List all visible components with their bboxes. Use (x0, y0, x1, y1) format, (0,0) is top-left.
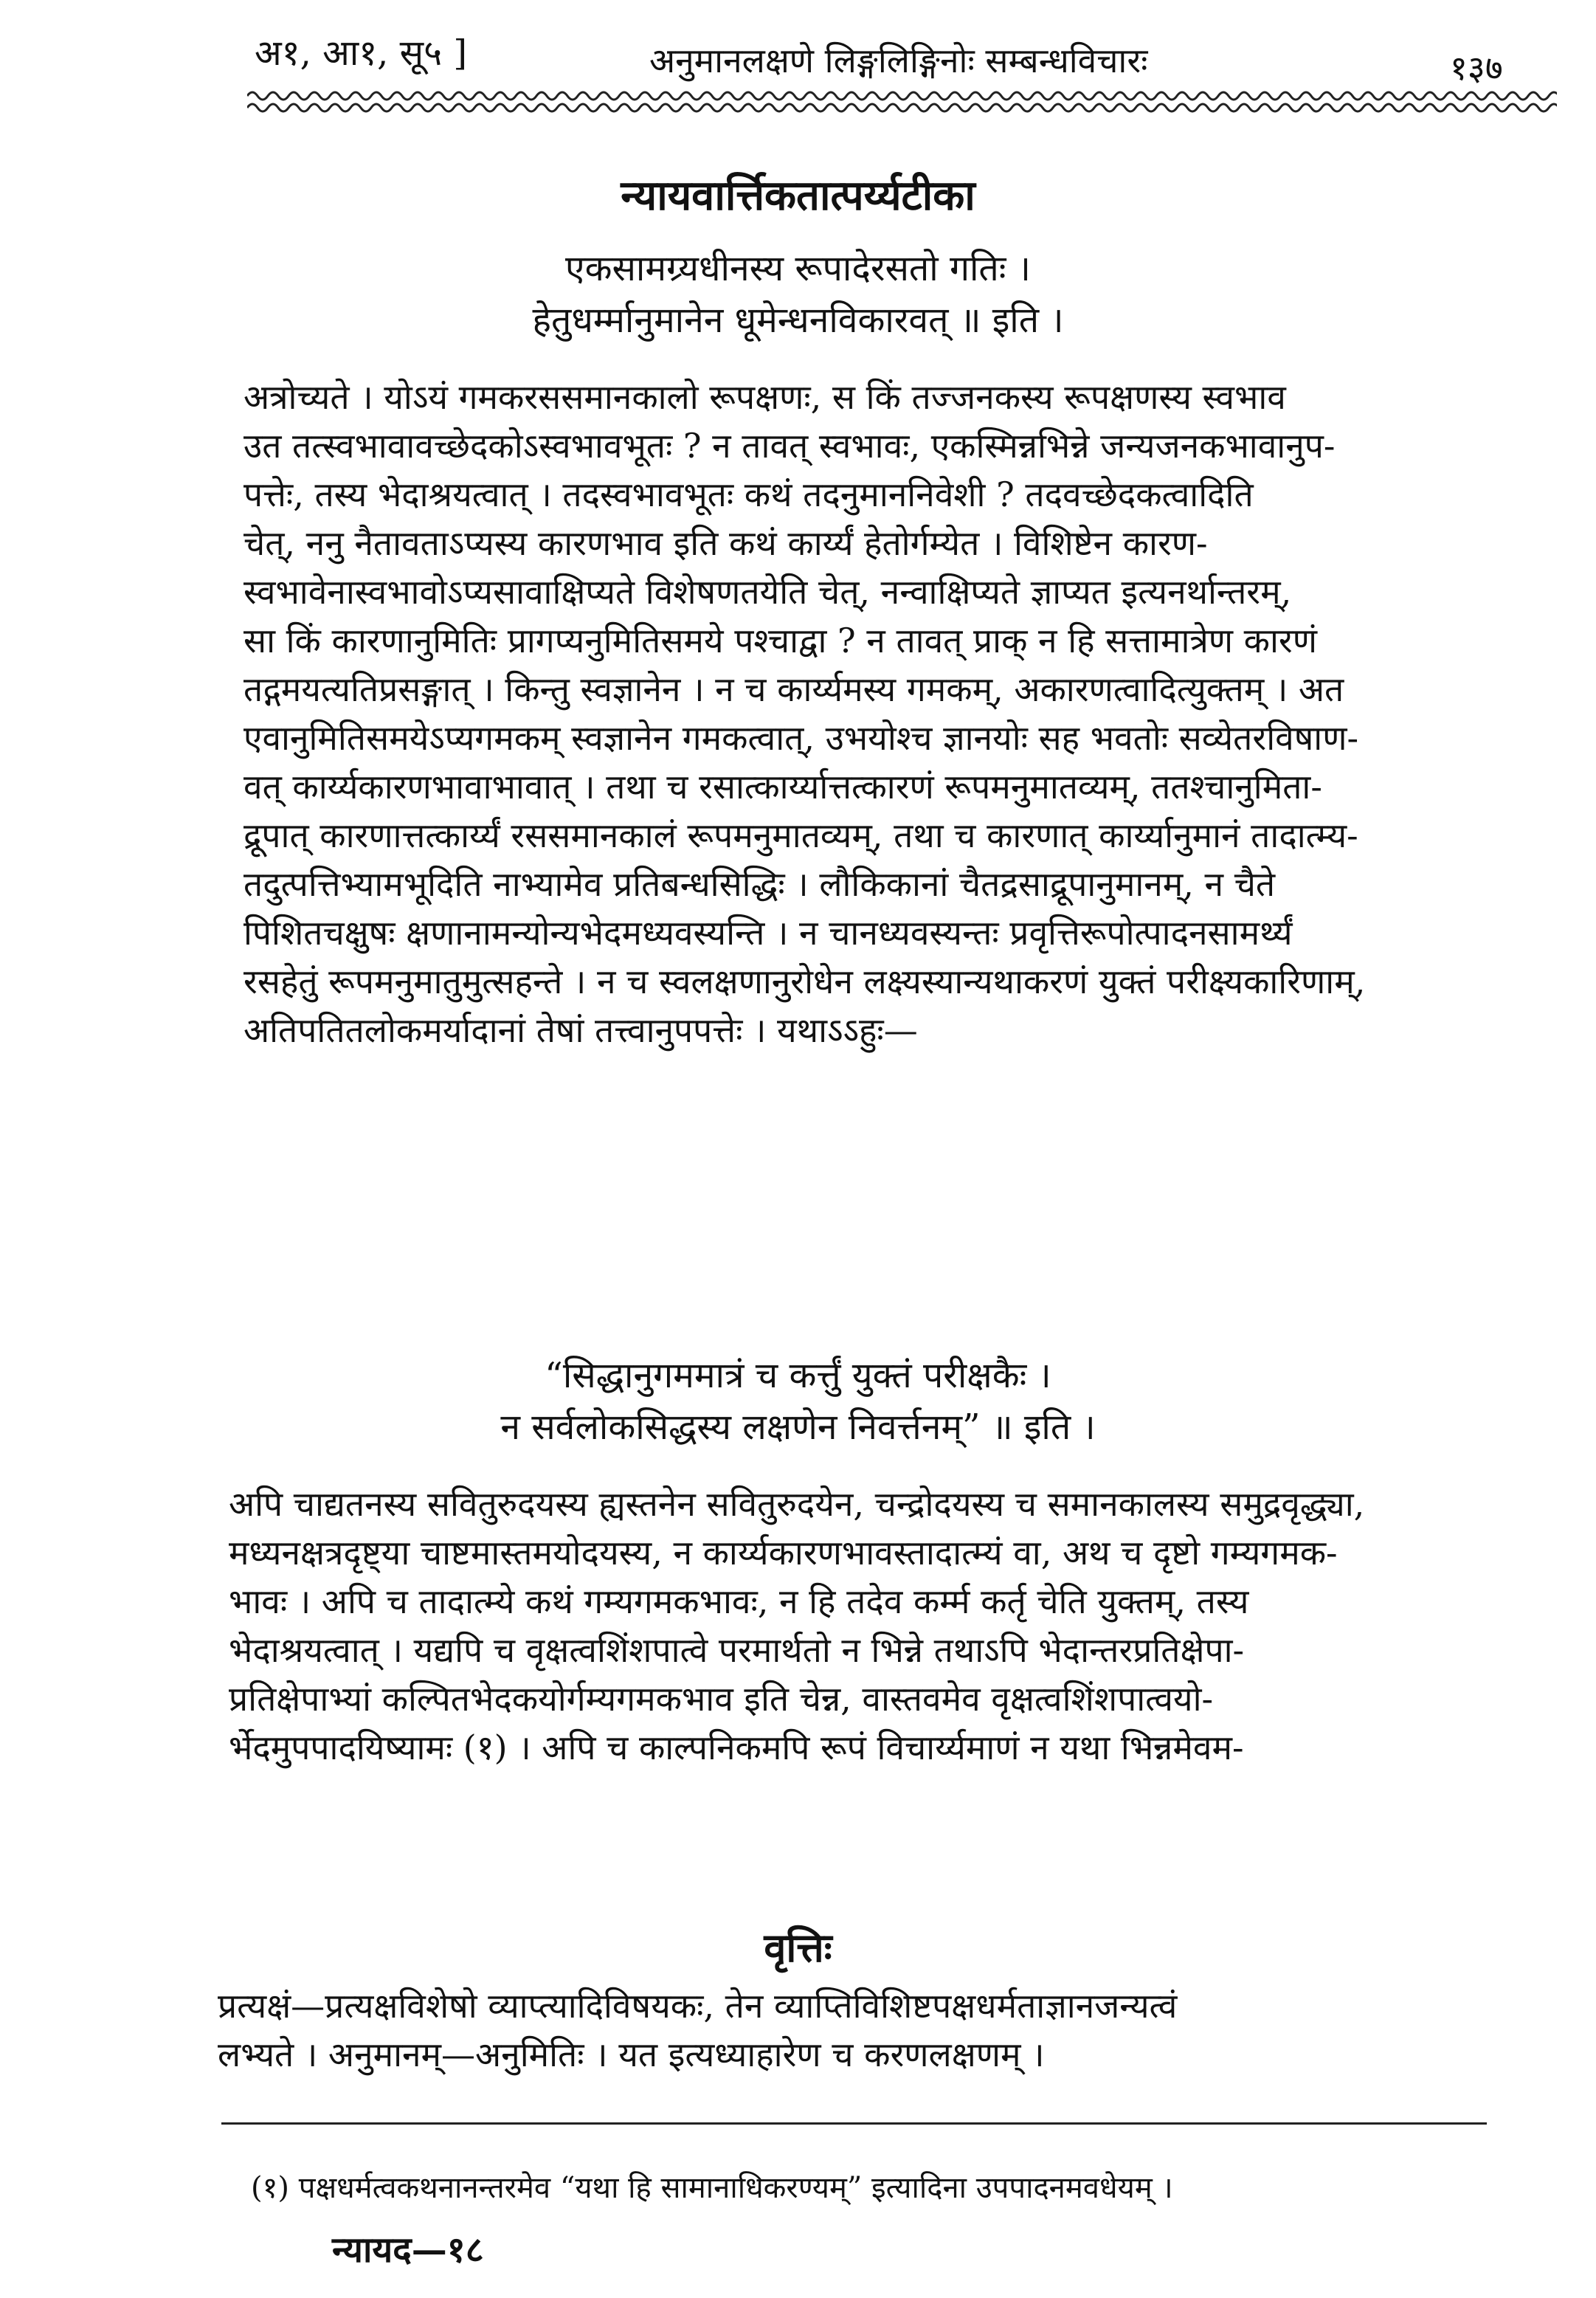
wavy-rule (247, 87, 1557, 117)
text-line: पिशितचक्षुषः क्षणानामन्योन्यभेदमध्यवस्यन्ति । न चानध्यवस्यन्तः प्रवृत्तिरूपोत्पादनसामर्थ्यं (243, 913, 1293, 953)
paragraph-2 (229, 1480, 1535, 1772)
text-line: वत् कार्य्यकारणभावाभावात् । तथा च रसात्कार्य्यात्तत्कारणं रूपमनुमातव्यम्, ततश्चानुमिता- (243, 767, 1322, 807)
vritti-paragraph (218, 1981, 1538, 2079)
text-line: प्रत्यक्षं—प्रत्यक्षविशेषो व्याप्त्यादिविषयकः, तेन व्याप्तिविशिष्टपक्षधर्मताज्ञानजन्यत्वं (218, 1986, 1178, 2026)
verse1-line1: एकसामग्र्यधीनस्य रूपादेरसतो गतिः । (565, 248, 1031, 289)
text-line: चेत्, ननु नैतावताऽप्यस्य कारणभाव इति कथं कार्य्यं हेतोर्गम्येत । विशिष्टेन कारण- (243, 523, 1208, 563)
text-line: लभ्यते । अनुमानम्—अनुमितिः । यत इत्यध्याहारेण च करणलक्षणम् । (218, 2035, 1045, 2074)
verse1-line2: हेतुधर्म्मानुमानेन धूमेन्धनविकारवत् ॥ इति । (532, 300, 1064, 341)
text-line: अपि चाद्यतनस्य सवितुरुदयस्य ह्यस्तनेन सवितुरुदयेन, चन्द्रोदयस्य च समानकालस्य समुद्रवृद्ध्या, (229, 1484, 1365, 1524)
text-line: सा किं कारणानुमितिः प्रागप्यनुमितिसमये पश्चाद्वा ? न तावत् प्राक् न हि सत्तामात्रेण कारणं (243, 621, 1317, 660)
running-title: अनुमानलक्षणे लिङ्गलिङ्गिनोः सम्बन्धविचारः (649, 41, 1148, 80)
text-line: द्रूपात् कारणात्तत्कार्य्यं रससमानकालं रूपमनुमातव्यम्, तथा च कारणात् कार्य्यानुमानं तादात्म्य- (243, 815, 1358, 855)
text-line: एवानुमितिसमयेऽप्यगमकम् स्वज्ञानेन गमकत्वात्, उभयोश्च ज्ञानयोः सह भवतोः सव्येतरविषाण- (243, 718, 1359, 758)
footnote: (१) पक्षधर्मत्वकथनानन्तरमेव “यथा हि सामानाधिकरण्यम्” इत्यादिना उपपादनमवधेयम् । (251, 2171, 1173, 2205)
text-line: तद्गमयत्यतिप्रसङ्गात् । किन्तु स्वज्ञानेन । न च कार्य्यमस्य गमकम्, अकारणत्वादित्युक्तम् । अत (243, 669, 1344, 709)
text-line: स्वभावेनास्वभावोऽप्यसावाक्षिप्यते विशेषणतयेति चेत्, नन्वाक्षिप्यते ज्ञाप्यत इत्यनर्थान्तरम्, (243, 572, 1292, 612)
section-title: न्यायवार्त्तिकतात्पर्य्यटीका (621, 171, 975, 220)
text-line: भेदाश्रयत्वात् । यद्यपि च वृक्षत्वशिंशपात्वे परमार्थतो न भिन्ने तथाऽपि भेदान्तरप्रतिक्षेपा- (229, 1630, 1245, 1670)
footnote-rule (221, 2122, 1487, 2125)
paragraph-1 (243, 373, 1535, 1055)
text-line: प्रतिक्षेपाभ्यां कल्पितभेदकयोर्गम्यगमकभाव इति चेन्न, वास्तवमेव वृक्षत्वशिंशपात्वयो- (229, 1679, 1214, 1719)
text-line: भावः । अपि च तादात्म्ये कथं गम्यगमकभावः, न हि तदेव कर्म्म कर्तृ चेति युक्तम्, तस्य (229, 1581, 1249, 1621)
signature-mark: न्यायद—१८ (332, 2229, 484, 2271)
vritti-heading: वृत्तिः (764, 1924, 832, 1971)
page-number: १३७ (1450, 48, 1503, 88)
verse2-line2: न सर्वलोकसिद्धस्य लक्षणेन निवर्त्तनम्” ॥ इति । (500, 1407, 1096, 1448)
text-line: तदुत्पत्तिभ्यामभूदिति नाभ्यामेव प्रतिबन्धसिद्धिः । लौकिकानां चैतद्रसाद्रूपानुमानम्, न चैते (243, 864, 1276, 904)
text-line: उत तत्स्वभावावच्छेदकोऽस्वभावभूतः ? न तावत् स्वभावः, एकस्मिन्नभिन्ने जन्यजनकभावानुप- (243, 426, 1336, 466)
text-line: मध्यनक्षत्रदृष्ट्या चाष्टमास्तमयोदयस्य, न कार्य्यकारणभावस्तादात्म्यं वा, अथ च दृष्टो गम्यगमक- (229, 1533, 1338, 1573)
header-reference: अ१, आ१, सू५ ] (255, 32, 468, 74)
text-line: रसहेतुं रूपमनुमातुमुत्सहन्ते । न च स्वलक्षणानुरोधेन लक्ष्यस्यान्यथाकरणं युक्तं परीक्ष्यकारिणाम्, (243, 962, 1366, 1001)
text-line: पत्तेः, तस्य भेदाश्रयत्वात् । तदस्वभावभूतः कथं तदनुमाननिवेशी ? तदवच्छेदकत्वादिति (243, 475, 1254, 514)
text-line: अत्रोच्यते । योऽयं गमकरससमानकालो रूपक्षणः, स किं तज्जनकस्य रूपक्षणस्य स्वभाव (243, 377, 1286, 417)
text-line: अतिपतितलोकमर्यादानां तेषां तत्त्वानुपपत्तेः । यथाऽऽहुः— (243, 1010, 918, 1050)
verse2-line1: “सिद्धानुगममात्रं च कर्त्तुं युक्तं परीक्षकैः । (545, 1355, 1051, 1396)
text-line: र्भेदमुपपादयिष्यामः (१) । अपि च काल्पनिकमपि रूपं विचार्य्यमाणं न यथा भिन्नमेवम- (229, 1728, 1244, 1767)
